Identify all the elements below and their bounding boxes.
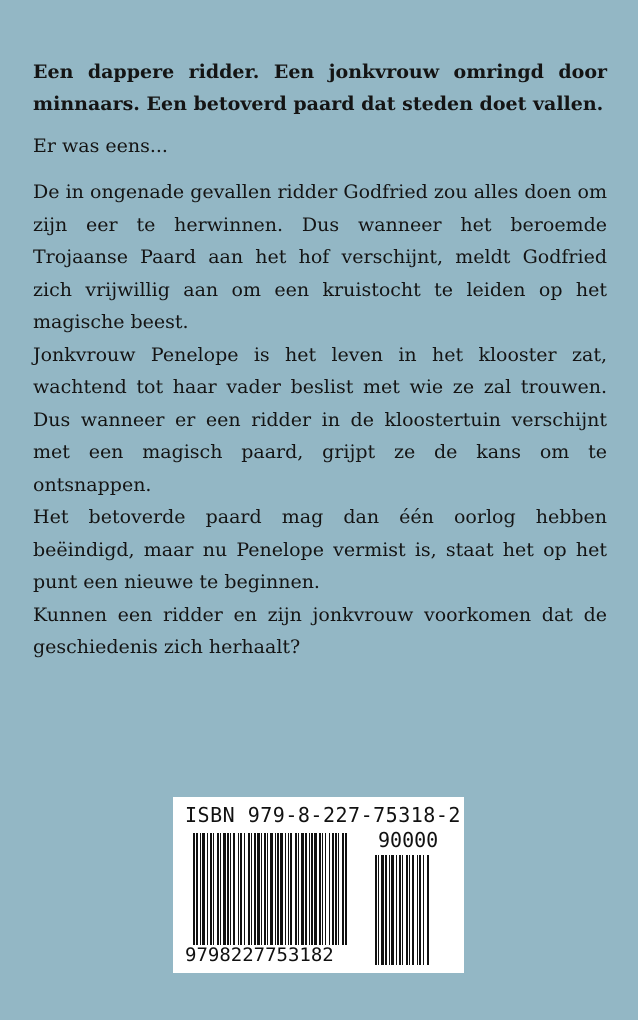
barcode-bar [251, 833, 252, 945]
barcode-bar [238, 833, 239, 945]
barcode-bar [280, 833, 283, 945]
barcode-bar [277, 833, 279, 945]
barcode-bar [267, 833, 268, 945]
barcode-bar [325, 833, 326, 945]
barcode-bar [207, 833, 208, 945]
barcode-bar [264, 833, 266, 945]
blurb-paragraph-4: Kunnen een ridder en zijn jonkvrouw voorkomen dat de geschiedenis zich herhaalt? [33, 603, 607, 658]
barcode-bar [288, 833, 289, 945]
barcode-bar [338, 833, 339, 945]
barcode-bar [196, 833, 198, 945]
blurb-paragraph-1: De in ongenade gevallen ridder Godfried zou alles doen om zijn eer te herwinnen. Dus wanneer het beroemde Trojaanse Paard aan het hof verschijnt, meldt Godfried zich vrijwillig aan om een kruistocht te leiden op het magische beest. [33, 181, 607, 333]
opening-line: Er was eens... [33, 135, 168, 157]
barcode-bar [261, 833, 262, 945]
barcode-bar [342, 833, 344, 945]
barcode-bar [200, 833, 201, 945]
barcode-bar [314, 833, 317, 945]
barcode-bar [227, 833, 229, 945]
barcode-bar [257, 833, 260, 945]
barcode-bar [406, 855, 408, 965]
barcode-bar [298, 833, 299, 945]
barcode-bar [419, 855, 421, 965]
barcode-bar [301, 833, 304, 945]
barcode-digits: 9798227753182 [185, 944, 334, 966]
barcode-bar [345, 833, 347, 945]
barcode-bar [248, 833, 250, 945]
back-cover-text [33, 56, 607, 664]
isbn-barcode [173, 797, 464, 973]
barcode-bar [335, 833, 337, 945]
barcode-bar [254, 833, 256, 945]
barcode-bar [381, 855, 384, 965]
barcode-bar [213, 833, 214, 945]
barcode-bar [412, 855, 414, 965]
barcode-bar [423, 855, 424, 965]
barcode-bar [378, 855, 379, 965]
barcode-bar [329, 833, 330, 945]
barcode-bar [375, 855, 377, 965]
barcode-bar [217, 833, 219, 945]
price-addon-bars [375, 855, 447, 965]
barcode-bar [210, 833, 212, 945]
barcode-bar [270, 833, 273, 945]
barcode-bar [223, 833, 226, 945]
blurb-paragraph-3: Het betoverde paard mag dan één oorlog hebben beëindigd, maar nu Penelope vermist is, staat het op het punt een nieuwe te beginnen. [33, 506, 607, 593]
barcode-bar [275, 833, 276, 945]
barcode-bar [322, 833, 323, 945]
barcode-bar [233, 833, 235, 945]
barcode-bar [391, 855, 394, 965]
barcode-bar [402, 855, 403, 965]
barcode-bar [399, 855, 401, 965]
barcode-bar [244, 833, 245, 945]
barcode-bar [305, 833, 307, 945]
barcode-bar [290, 833, 292, 945]
barcode-bar [295, 833, 297, 945]
barcode-bars [193, 833, 359, 945]
blurb-paragraph-2: Jonkvrouw Penelope is het leven in het klooster zat, wachtend tot haar vader beslist met wie ze zal trouwen. Dus wanneer er een ridder in de kloostertuin verschijnt met een magisch paard, grijpt ze de kans om te ontsnappen. [33, 343, 607, 496]
barcode-bar [240, 833, 242, 945]
barcode-bar [389, 855, 390, 965]
barcode-bar [427, 855, 429, 965]
barcode-bar [332, 833, 334, 945]
barcode-bar [396, 855, 397, 965]
barcode-bar [385, 855, 387, 965]
barcode-bar [409, 855, 410, 965]
barcode-bar [193, 833, 195, 945]
barcode-bar [220, 833, 221, 945]
barcode-bar [202, 833, 205, 945]
barcode-bar [285, 833, 286, 945]
barcode-bar [417, 855, 418, 965]
isbn-label: ISBN 979-8-227-75318-2 [185, 803, 461, 827]
barcode-bar [319, 833, 321, 945]
barcode-bar [311, 833, 313, 945]
tagline: Een dappere ridder. Een jonkvrouw omringd door minnaars. Een betoverd paard dat steden doet vallen. [33, 61, 607, 115]
price-code: 90000 [378, 828, 439, 852]
barcode-bar [230, 833, 231, 945]
barcode-bar [309, 833, 310, 945]
